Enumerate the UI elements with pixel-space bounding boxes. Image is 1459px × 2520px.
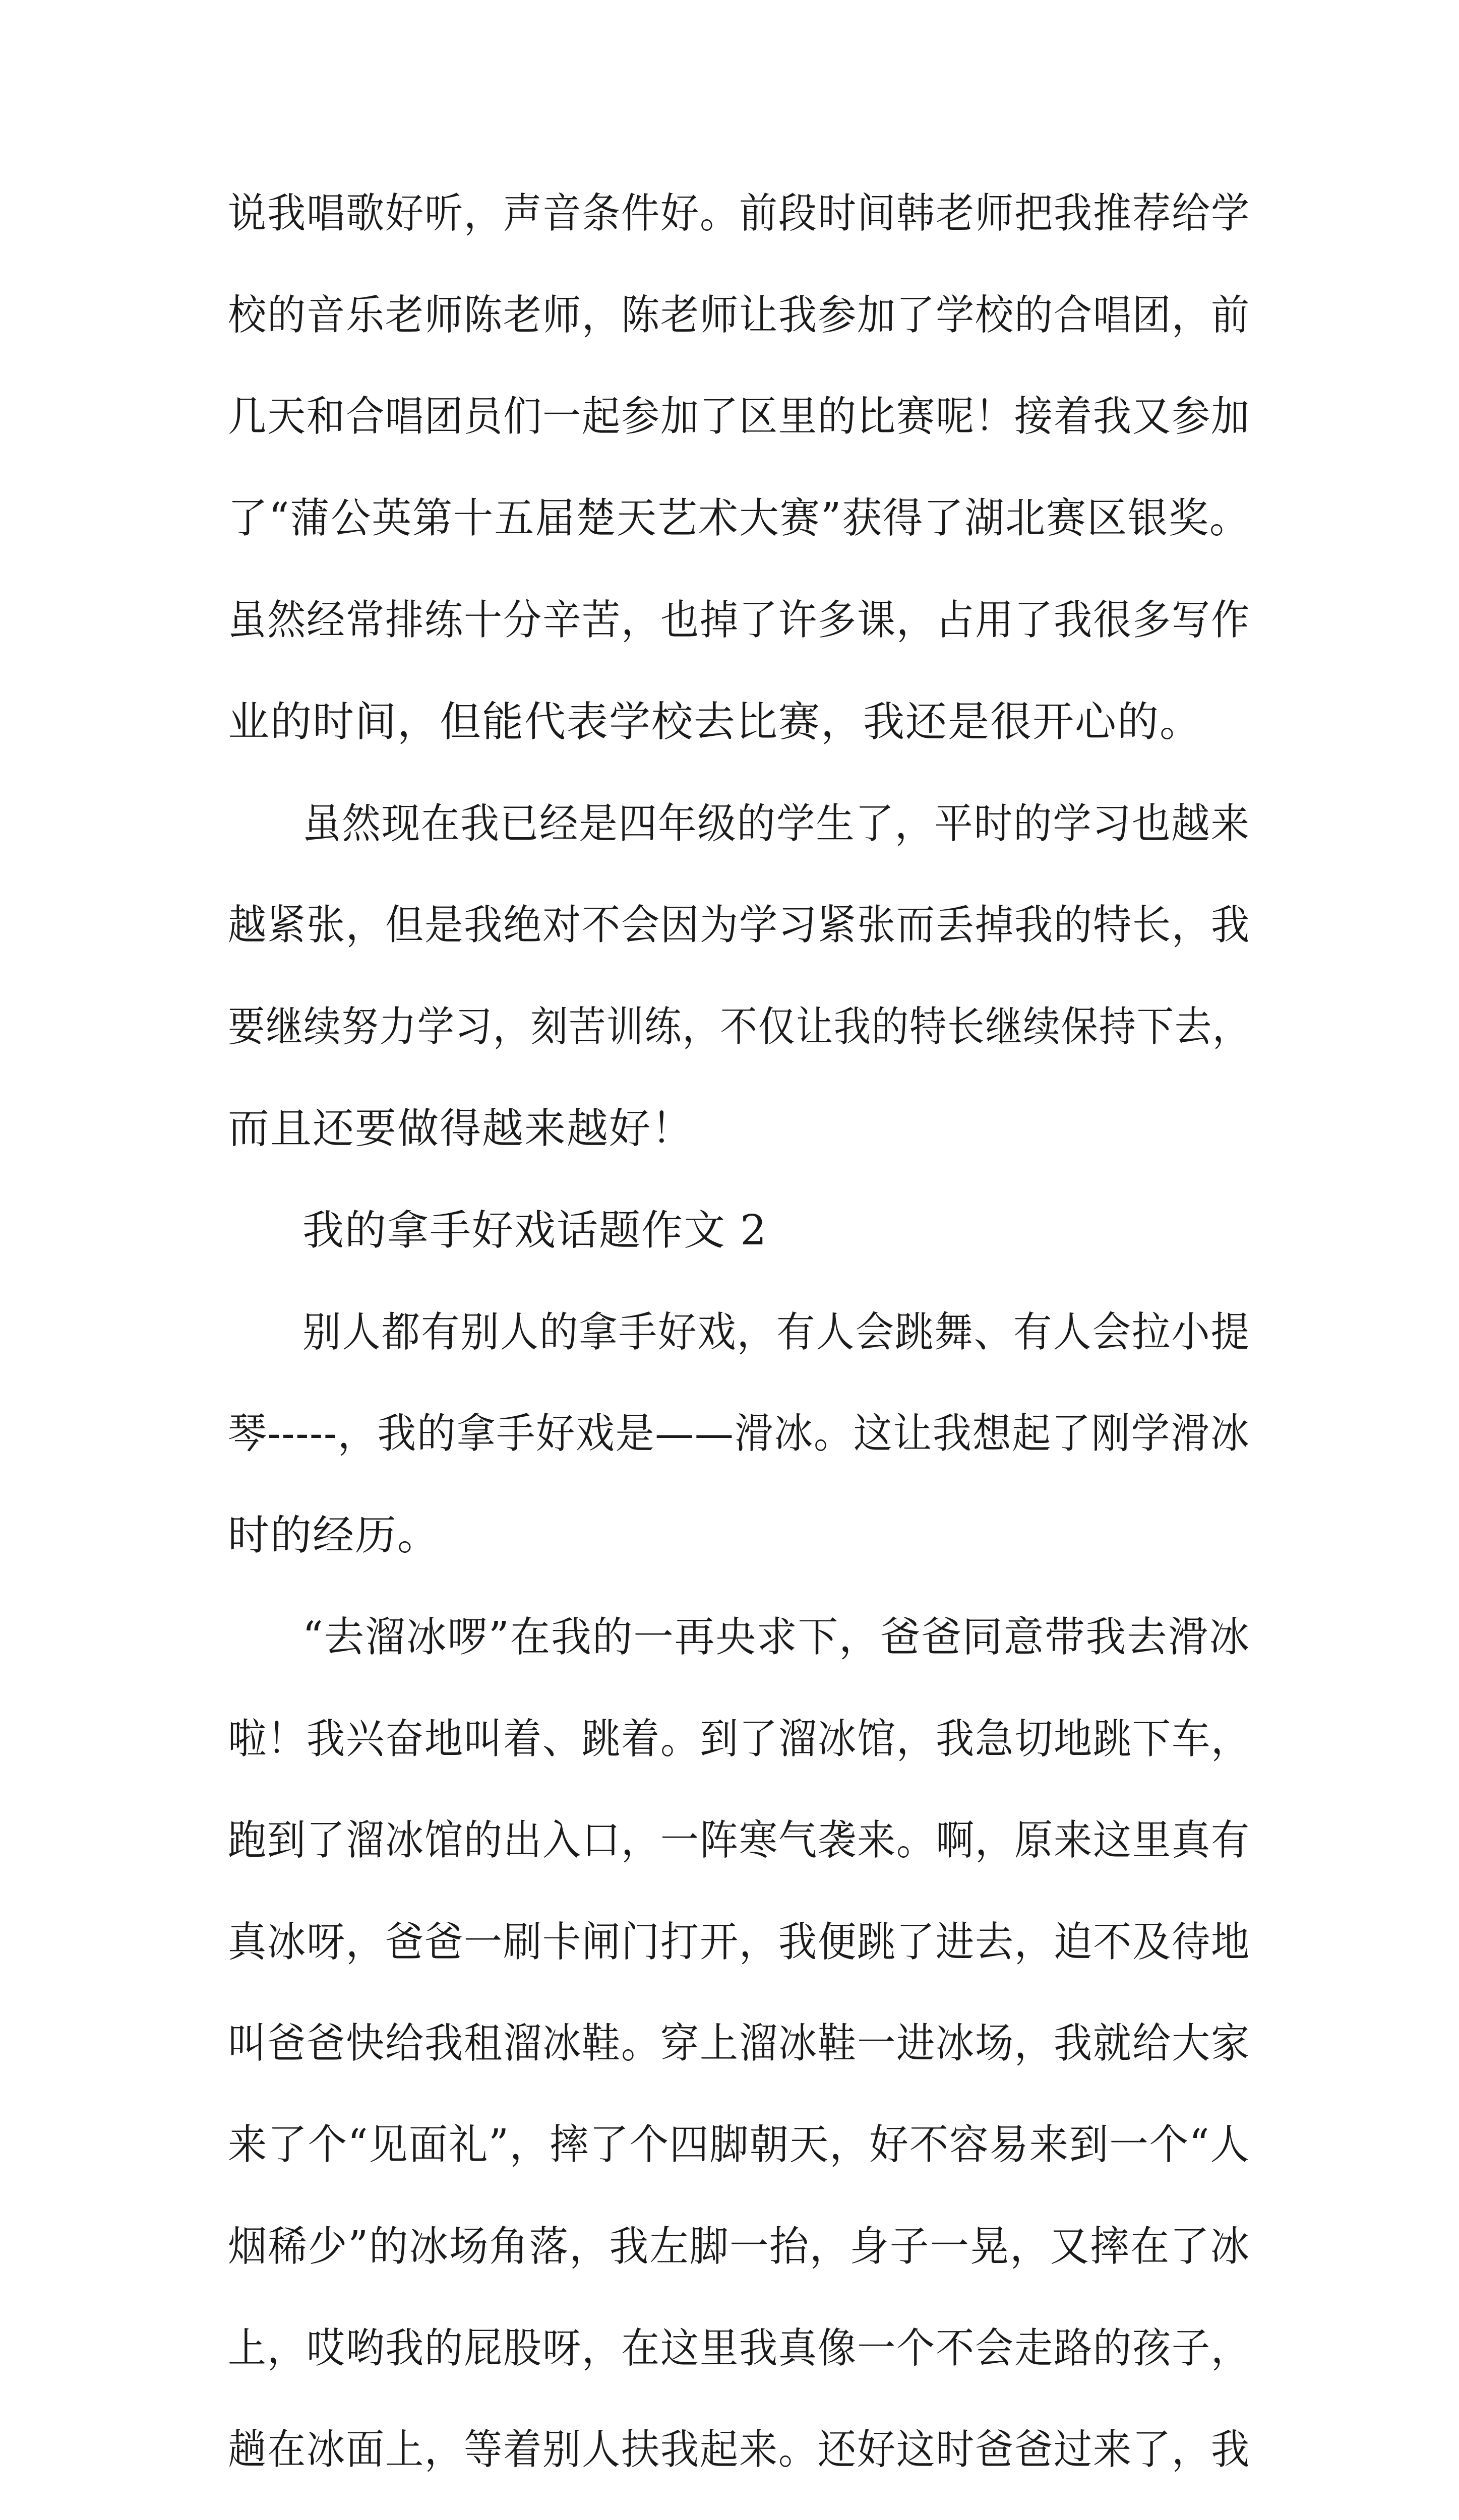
text-line: 越紧张，但是我绝对不会因为学习紧张而丢掉我的特长，我 xyxy=(228,901,1251,949)
paragraph-first-line: 别人都有别人的拿手好戏，有人会跳舞、有人会拉小提 xyxy=(302,1308,1250,1356)
text-line: 时的经历。 xyxy=(228,1511,440,1559)
text-line: 上，哎哟我的屁股呀，在这里我真像一个不会走路的孩子， xyxy=(228,2324,1251,2372)
text-line: 来了个“见面礼”，摔了个四脚朝天，好不容易来到一个“人 xyxy=(228,2121,1250,2169)
text-line: 叫爸爸快给我租溜冰鞋。穿上溜冰鞋一进冰场，我就给大家 xyxy=(228,2020,1251,2067)
text-line: 烟稀少”的冰场角落，我左脚一抬，身子一晃，又摔在了冰 xyxy=(228,2223,1250,2271)
text-line: 虽然经常排练十分辛苦，也掉了许多课，占用了我很多写作 xyxy=(228,596,1251,644)
text-line: 了“蒲公英第十五届楚天艺术大赛”获得了湖北赛区银奖。 xyxy=(228,494,1250,542)
text-line: 校的音乐老师陈老师，陈老师让我参加了学校的合唱团，前 xyxy=(228,291,1251,339)
text-line: 说我唱歌好听，声音条件好。前段时间韩老师把我推荐给学 xyxy=(228,190,1251,237)
text-line: 而且还要做得越来越好！ xyxy=(228,1105,694,1153)
text-line: 几天和合唱团员们一起参加了区里的比赛呢！接着我又参加 xyxy=(228,393,1251,440)
text-line: 啦！我兴奋地叫着、跳着。到了溜冰馆，我急切地跳下车， xyxy=(228,1715,1251,1763)
paragraph-first-line: 虽然现在我已经是四年级的学生了，平时的学习也越来 xyxy=(302,800,1250,848)
paragraph-first-line: “去溜冰啰”在我的一再央求下，爸爸同意带我去滑冰 xyxy=(302,1613,1250,1661)
text-line: 要继续努力学习，刻苦训练，不仅让我的特长继续保持下去， xyxy=(228,1003,1251,1051)
text-line: 琴-----，我的拿手好戏是——滑冰。这让我想起了刚学滑冰 xyxy=(228,1410,1250,1458)
text-line: 真冰呀，爸爸一刷卡闸门打开，我便跳了进去，迫不及待地 xyxy=(228,1918,1251,1966)
section-heading: 我的拿手好戏话题作文 2 xyxy=(302,1207,768,1254)
text-line: 趟在冰面上，等着别人扶我起来。还好这时爸爸过来了，我 xyxy=(228,2426,1251,2474)
text-line: 跑到了溜冰馆的出入口，一阵寒气袭来。啊，原来这里真有 xyxy=(228,1816,1251,1864)
text-line: 业的时间，但能代表学校去比赛，我还是很开心的。 xyxy=(228,698,1202,746)
